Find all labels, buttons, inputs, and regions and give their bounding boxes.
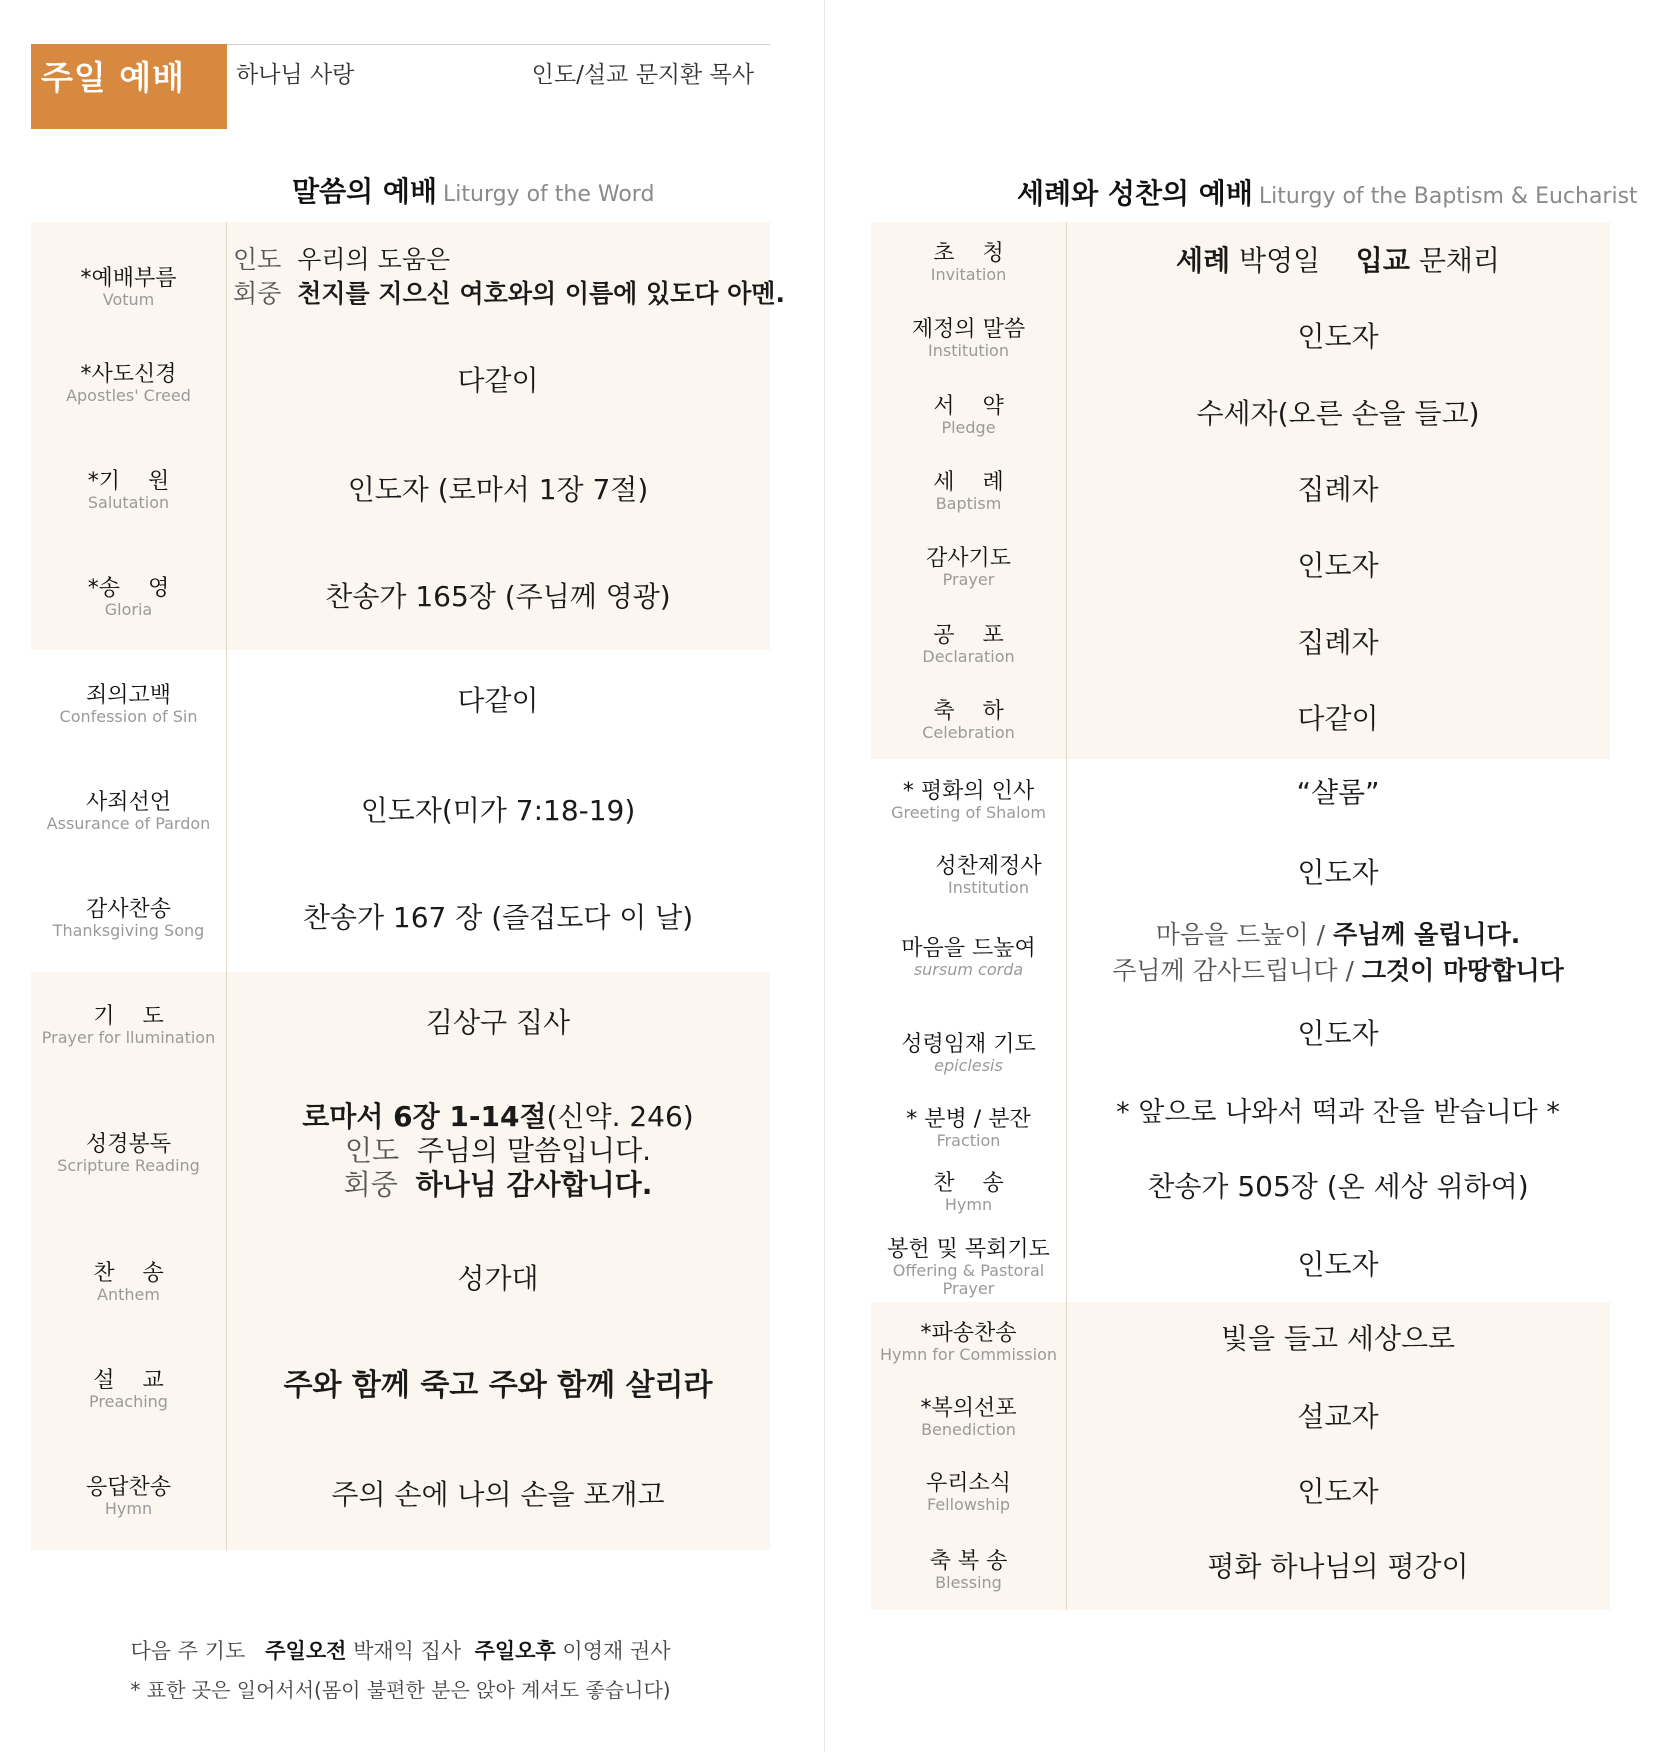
scripture-role-leader: 인도 xyxy=(344,1134,400,1167)
order-label-en: Pledge xyxy=(941,418,996,437)
order-label-en: Institution xyxy=(928,341,1009,360)
order-label-ko: 세 례 xyxy=(933,470,1004,495)
order-label-en: Prayer for llumination xyxy=(41,1028,216,1047)
order-label-en: Institution xyxy=(948,878,1029,897)
sermon-title: 주와 함께 죽고 주와 함께 살리라 xyxy=(283,1368,713,1403)
order-label-en: Salutation xyxy=(87,493,170,512)
order-content: 성가대 xyxy=(457,1262,539,1295)
order-label-ko: *기 원 xyxy=(87,469,170,494)
order-label-ko: 마음을 드높여 xyxy=(901,936,1036,961)
order-content: 빛을 들고 세상으로 xyxy=(1220,1322,1456,1355)
order-label-en: Greeting of Shalom xyxy=(891,803,1046,822)
order-content: 인도자 xyxy=(1297,1475,1379,1508)
eucharist-liturgy-title xyxy=(1017,172,1638,212)
order-label xyxy=(871,471,1066,513)
votum-content xyxy=(233,243,785,311)
order-label-en: Benediction xyxy=(921,1420,1016,1439)
order-label-en: Votum xyxy=(102,290,155,309)
word-liturgy-title-ko: 말씀의 예배 xyxy=(292,175,437,208)
order-label xyxy=(871,395,1066,437)
scripture-role-congregation: 회중 xyxy=(343,1168,398,1201)
sursum-leader-text-2: 주님께 감사드립니다 / xyxy=(1112,956,1362,985)
word-liturgy-title xyxy=(292,170,654,210)
order-content: 다같이 xyxy=(457,684,539,717)
order-label xyxy=(31,577,226,619)
order-content: 인도자 xyxy=(1297,320,1379,353)
order-label-ko: 기 도 xyxy=(93,1004,164,1029)
order-label-en: Invitation xyxy=(930,265,1007,284)
order-label xyxy=(871,547,1066,589)
order-label-ko: 서 약 xyxy=(933,394,1004,419)
confirmation-word: 입교 xyxy=(1355,244,1410,277)
scripture-congregation-text: 하나님 감사합니다. xyxy=(415,1168,653,1201)
order-content: 다같이 xyxy=(457,364,539,397)
order-label-ko: 찬 송 xyxy=(933,1171,1004,1196)
order-label-en: Hymn for Commission xyxy=(879,1345,1058,1364)
order-label-en: Declaration xyxy=(922,647,1015,666)
order-content: 수세자(오른 손을 들고) xyxy=(1196,397,1480,430)
order-label xyxy=(871,1172,1066,1214)
order-label xyxy=(31,684,226,726)
order-label-en: Fellowship xyxy=(926,1495,1010,1514)
order-label xyxy=(31,363,226,405)
order-label-ko: *복의선포 xyxy=(920,1396,1017,1421)
sursum-corda-content xyxy=(1066,917,1610,989)
order-label xyxy=(871,1397,1066,1439)
order-label-ko: 성경봉독 xyxy=(85,1132,171,1157)
service-badge xyxy=(31,44,227,129)
order-label xyxy=(871,242,1066,284)
order-label-en: Hymn xyxy=(944,1195,993,1214)
order-label xyxy=(891,855,1086,897)
order-label-ko: 제정의 말씀 xyxy=(911,317,1026,342)
votum-role-leader: 인도 xyxy=(233,245,282,274)
order-label-en: Preaching xyxy=(89,1392,168,1411)
order-label xyxy=(871,318,1066,360)
next-week-prayer xyxy=(31,1635,770,1665)
order-label-en: Celebration xyxy=(922,723,1015,742)
afternoon-name: 이영재 권사 xyxy=(562,1639,671,1663)
order-label-en: Hymn xyxy=(104,1499,153,1518)
order-label xyxy=(31,1133,226,1175)
order-label-en: Apostles' Creed xyxy=(66,386,191,405)
order-content: 인도자(미가 7:18-19) xyxy=(360,794,636,827)
order-label-en-line2: Prayer xyxy=(942,1279,995,1298)
order-label-ko: 성찬제정사 xyxy=(935,854,1042,879)
order-label-ko: 공 포 xyxy=(933,623,1004,648)
order-label xyxy=(871,1550,1066,1592)
scripture-reference-note: (신약. 246) xyxy=(546,1100,694,1133)
order-label-ko: 설 교 xyxy=(93,1368,164,1393)
order-label xyxy=(31,1476,226,1518)
order-content: “샬롬” xyxy=(1296,776,1380,809)
order-label-en: epiclesis xyxy=(934,1056,1003,1075)
order-label-en: Blessing xyxy=(935,1573,1002,1592)
invitation-content xyxy=(1066,244,1610,278)
leader-info: 인도/설교 문지환 목사 xyxy=(531,62,754,88)
eucharist-liturgy-title-en: Liturgy of the Baptism & Eucharist xyxy=(1258,184,1638,209)
order-label-ko: *파송찬송 xyxy=(920,1321,1017,1346)
sursum-congregation-text: 주님께 올립니다. xyxy=(1332,920,1521,949)
baptism-word: 세례 xyxy=(1176,244,1231,277)
order-label xyxy=(871,624,1066,666)
morning-name: 박재익 집사 xyxy=(353,1639,462,1663)
order-label-en: Assurance of Pardon xyxy=(46,814,211,833)
eucharist-liturgy-title-ko: 세례와 성찬의 예배 xyxy=(1017,177,1253,210)
order-label xyxy=(871,1472,1066,1514)
order-content: 인도자 xyxy=(1297,1017,1379,1050)
order-content: 찬송가 167 장 (즐겁도다 이 날) xyxy=(302,901,694,934)
order-label xyxy=(31,470,226,512)
next-week-label: 다음 주 기도 xyxy=(130,1639,246,1663)
scripture-content xyxy=(226,1100,770,1202)
order-label-en: Baptism xyxy=(935,494,1002,513)
order-label xyxy=(871,1238,1066,1298)
sermon-theme: 하나님 사랑 xyxy=(236,62,355,88)
order-label-ko: 응답찬송 xyxy=(85,1475,171,1500)
order-content: 인도자 xyxy=(1297,1248,1379,1281)
order-label-en: Anthem xyxy=(97,1285,160,1304)
order-label xyxy=(871,1108,1066,1150)
order-label-ko: 성령임재 기도 xyxy=(901,1032,1036,1057)
scripture-leader-text: 주님의 말씀입니다. xyxy=(416,1134,652,1167)
order-content: * 앞으로 나와서 떡과 잔을 받습니다 * xyxy=(1116,1097,1560,1128)
order-label-ko: 우리소식 xyxy=(925,1471,1011,1496)
order-label xyxy=(871,700,1066,742)
order-label xyxy=(31,267,226,309)
order-label-en: Confession of Sin xyxy=(59,707,198,726)
order-label-ko: *사도신경 xyxy=(80,362,177,387)
votum-leader-text: 우리의 도움은 xyxy=(297,245,451,274)
order-label-en: Prayer xyxy=(942,570,995,589)
order-content: 찬송가 505장 (온 세상 위하여) xyxy=(1147,1170,1529,1203)
order-label-ko: *송 영 xyxy=(87,576,170,601)
order-label-ko: 초 청 xyxy=(933,241,1004,266)
left-column-rule xyxy=(226,222,227,1550)
order-label-ko: 죄의고백 xyxy=(85,683,171,708)
votum-congregation-text: 천지를 지으신 여호와의 이름에 있도다 아멘. xyxy=(297,279,785,308)
order-label xyxy=(871,1322,1066,1364)
word-liturgy-title-en: Liturgy of the Word xyxy=(443,182,655,207)
order-label xyxy=(871,937,1066,979)
order-label-ko: * 분병 / 분잔 xyxy=(906,1107,1031,1132)
votum-role-congregation: 회중 xyxy=(233,279,282,308)
order-label-en: sursum corda xyxy=(913,960,1024,979)
order-label-ko: 찬 송 xyxy=(93,1261,164,1286)
order-label-ko: *예배부름 xyxy=(80,266,177,291)
order-content: 김상구 집사 xyxy=(425,1006,571,1039)
order-label-ko: 사죄선언 xyxy=(85,790,171,815)
order-content: 설교자 xyxy=(1297,1400,1379,1433)
order-label xyxy=(31,898,226,940)
sursum-congregation-text-2: 그것이 마땅합니다 xyxy=(1361,956,1564,985)
order-label xyxy=(31,1005,226,1047)
order-label-ko: 감사기도 xyxy=(925,546,1011,571)
order-label-en: Thanksgiving Song xyxy=(52,921,205,940)
order-label-ko: * 평화의 인사 xyxy=(902,779,1035,804)
order-label xyxy=(31,791,226,833)
order-label xyxy=(31,1369,226,1411)
standing-note: * 표한 곳은 일어서서(몸이 불편한 분은 앉아 계셔도 좋습니다) xyxy=(130,1678,671,1702)
sursum-leader-text: 마음을 드높이 / xyxy=(1155,920,1333,949)
order-content: 찬송가 165장 (주님께 영광) xyxy=(325,580,671,613)
order-content: 인도자 xyxy=(1297,549,1379,582)
confirmation-name: 문채리 xyxy=(1418,244,1500,277)
order-label-en: Scripture Reading xyxy=(57,1156,200,1175)
order-content: 평화 하나님의 평강이 xyxy=(1207,1550,1469,1583)
order-label xyxy=(871,1033,1066,1075)
page-divider xyxy=(824,0,825,1752)
order-content: 인도자 (로마서 1장 7절) xyxy=(347,473,649,506)
order-label-ko: 감사찬송 xyxy=(85,897,171,922)
order-label xyxy=(31,1262,226,1304)
morning-label: 주일오전 xyxy=(265,1639,347,1663)
order-label-en: Offering & Pastoral xyxy=(892,1261,1045,1280)
order-label-ko: 봉헌 및 목회기도 xyxy=(887,1237,1050,1262)
order-label-en: Gloria xyxy=(104,600,153,619)
order-content: 다같이 xyxy=(1297,702,1379,735)
order-content: 집례자 xyxy=(1297,473,1379,506)
baptism-name: 박영일 xyxy=(1239,244,1321,277)
order-content: 집례자 xyxy=(1297,626,1379,659)
order-label xyxy=(871,780,1066,822)
order-content: 인도자 xyxy=(1297,856,1379,889)
service-badge-label: 주일 예배 xyxy=(41,58,186,97)
afternoon-label: 주일오후 xyxy=(474,1639,556,1663)
order-label-en: Fraction xyxy=(936,1131,1001,1150)
scripture-reference: 로마서 6장 1-14절 xyxy=(302,1100,547,1133)
order-label-ko: 축 복 송 xyxy=(929,1549,1008,1574)
order-content: 주의 손에 나의 손을 포개고 xyxy=(331,1478,665,1511)
order-label-ko: 축 하 xyxy=(933,699,1004,724)
